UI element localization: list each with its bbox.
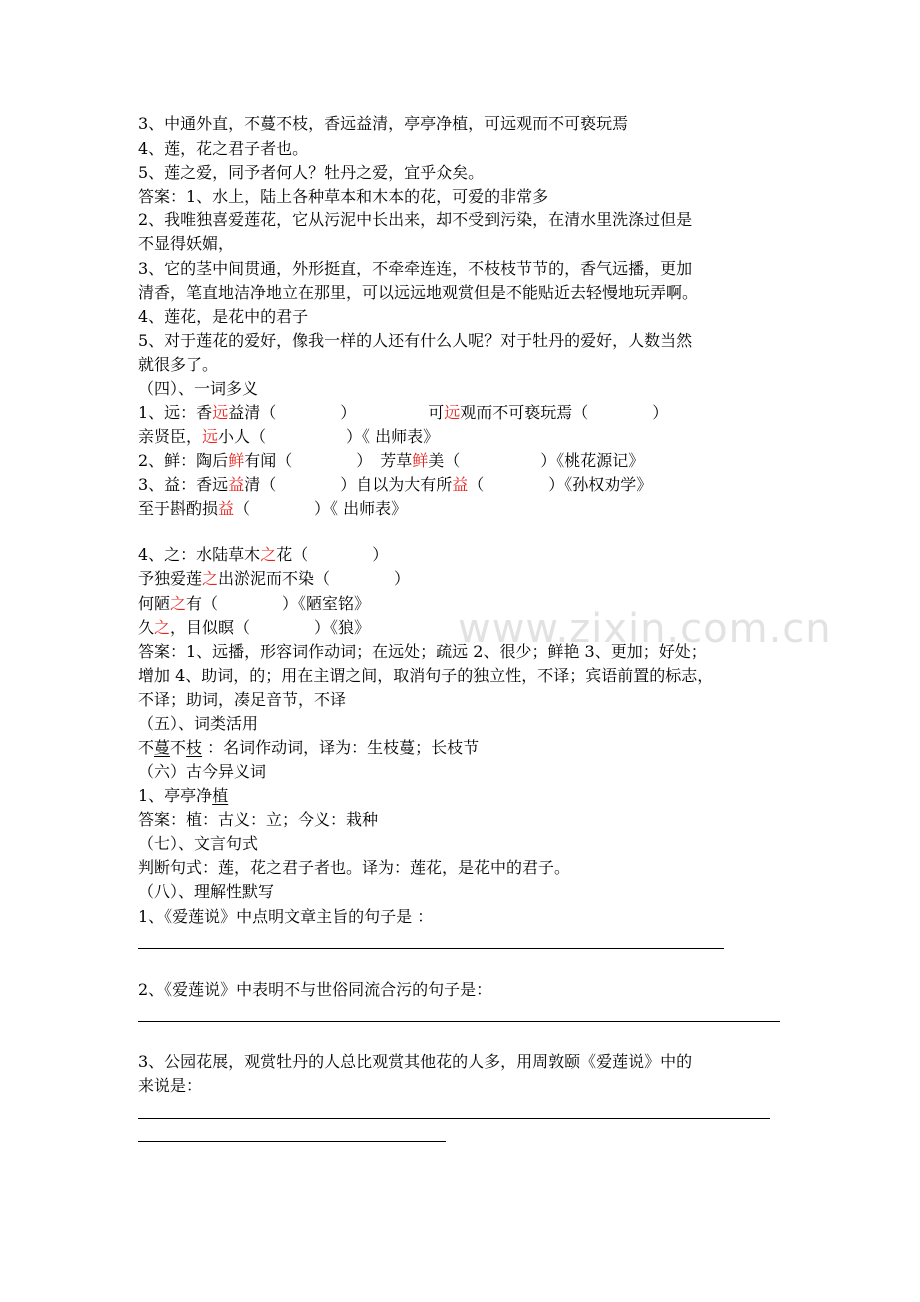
text-span: 出淤泥而不染（ ） [218, 569, 411, 588]
text-span: 有（ ）《陋室铭》 [186, 594, 371, 613]
text-span: 花（ ） [276, 545, 389, 564]
text-line [138, 738, 479, 758]
section-heading: （四）、一词多义 [138, 379, 259, 398]
exercise-line [138, 569, 410, 589]
answer-blank-line [138, 1021, 780, 1022]
section-heading: （六）古今异义词 [138, 762, 267, 781]
text-span: 亲贤臣， [138, 427, 203, 446]
text-span: 予独爱莲 [138, 569, 203, 588]
highlight-char: 鲜 [412, 451, 429, 470]
text-span: 观而不可亵玩焉（ ） [460, 403, 669, 422]
section-heading: （八）、理解性默写 [138, 882, 275, 901]
text-span: 至于斟酌损 [138, 499, 219, 518]
text-span: 不 [170, 738, 187, 757]
exercise-line [138, 594, 370, 614]
text-span: 有闻（ ） 芳草 [244, 451, 413, 470]
text-line: 2、我唯独喜爱莲花，它从污泥中长出来，却不受到污染，在清水里洗涤过但是 [138, 210, 693, 229]
highlight-char: 远 [202, 427, 219, 446]
text-line: 就很多了。 [138, 355, 219, 374]
answer-line: 增加 4、助词，的；用在主谓之间，取消句子的独立性，不译；宾语前置的标志， [138, 666, 714, 685]
highlight-char: 之 [154, 618, 171, 637]
question-line: 3、公园花展，观赏牡丹的人总比观赏其他花的人多，用周敦颐《爱莲说》中的 [138, 1052, 693, 1071]
text-span: 美（ ）《桃花源记》 [428, 451, 645, 470]
text-span: 久 [138, 618, 155, 637]
highlight-char: 益 [228, 475, 245, 494]
answer-blank-line [138, 948, 724, 949]
exercise-line [138, 499, 407, 519]
text-span: 2、鲜：陶后 [138, 451, 229, 470]
exercise-line [138, 427, 439, 447]
highlight-char: 之 [170, 594, 187, 613]
text-span: （ ）《 出师表》 [234, 499, 408, 518]
answer-line: 答案：1、水上，陆上各种草本和木本的花，可爱的非常多 [138, 187, 549, 206]
exercise-line [138, 475, 652, 495]
watermark: www.zixin.com.cn [458, 606, 832, 652]
highlight-char: 之 [260, 545, 277, 564]
text-line: 5、莲之爱，同予者何人？牡丹之爱，宜乎众矣。 [138, 163, 485, 182]
answer-blank-line [138, 1118, 770, 1119]
text-span: 3、益：香远 [138, 475, 229, 494]
text-line: 3、它的茎中间贯通，外形挺直，不牵牵连连，不枝枝节节的，香气远播，更加 [138, 259, 693, 278]
underlined-char: 枝 [186, 738, 203, 757]
highlight-char: 鲜 [228, 451, 245, 470]
text-span: 不 [138, 738, 155, 757]
highlight-char: 益 [452, 475, 469, 494]
answer-line: 答案：1、远播，形容词作动词；在远处；疏远 2、很少；鲜艳 3、更加；好处； [138, 642, 707, 661]
answer-blank-line [138, 1141, 446, 1142]
text-span: 1、远：香 [138, 403, 213, 422]
text-line: 不显得妖媚， [138, 234, 235, 253]
exercise-line [138, 618, 370, 638]
answer-line: 答案：植：古义：立；今义：栽种 [138, 810, 379, 829]
section-heading: （五）、词类活用 [138, 714, 259, 733]
text-line: 清香，笔直地洁净地立在那里，可以远远地观赏但是不能贴近去轻慢地玩弄啊。 [138, 283, 699, 302]
highlight-char: 远 [212, 403, 229, 422]
answer-line: 不译；助词，凑足音节，不译 [138, 690, 347, 709]
question-line: 1、《爱莲说》中点明文章主旨的句子是 ： [138, 907, 434, 926]
text-span: 4、之：水陆草木 [138, 545, 261, 564]
text-span: 益清（ ） 可 [228, 403, 445, 422]
highlight-char: 益 [218, 499, 235, 518]
text-line: 3、中通外直，不蔓不枝，香远益清，亭亭净植，可远观而不可亵玩焉 [138, 114, 629, 133]
section-heading: （七）、文言句式 [138, 834, 259, 853]
highlight-char: 远 [444, 403, 461, 422]
underlined-char: 植 [212, 786, 229, 805]
exercise-line [138, 451, 644, 471]
text-line: 5、对于莲花的爱好，像我一样的人还有什么人呢？对于牡丹的爱好，人数当然 [138, 331, 693, 350]
exercise-line [138, 545, 388, 565]
text-span: 何陋 [138, 594, 171, 613]
text-span: ：名词作动词，译为：生枝蔓；长枝节 [202, 738, 480, 757]
text-span: 小人（ ）《 出师表》 [218, 427, 440, 446]
highlight-char: 之 [202, 569, 219, 588]
text-span: 1、亭亭净 [138, 786, 213, 805]
text-span: （ ）《孙权劝学》 [468, 475, 653, 494]
question-line: 来说是： [138, 1076, 203, 1095]
text-span: ，目似瞑（ ）《狼》 [170, 618, 371, 637]
question-line: 2、《爱莲说》中表明不与世俗同流合污的句子是： [138, 980, 493, 999]
text-span: 清（ ）自以为大有所 [244, 475, 453, 494]
text-line [138, 786, 228, 806]
underlined-char: 蔓 [154, 738, 171, 757]
text-line: 判断句式：莲，花之君子者也。译为：莲花，是花中的君子。 [138, 858, 571, 877]
exercise-line [138, 403, 668, 423]
text-line: 4、莲，花之君子者也。 [138, 139, 309, 158]
text-line: 4、莲花，是花中的君子 [138, 307, 309, 326]
